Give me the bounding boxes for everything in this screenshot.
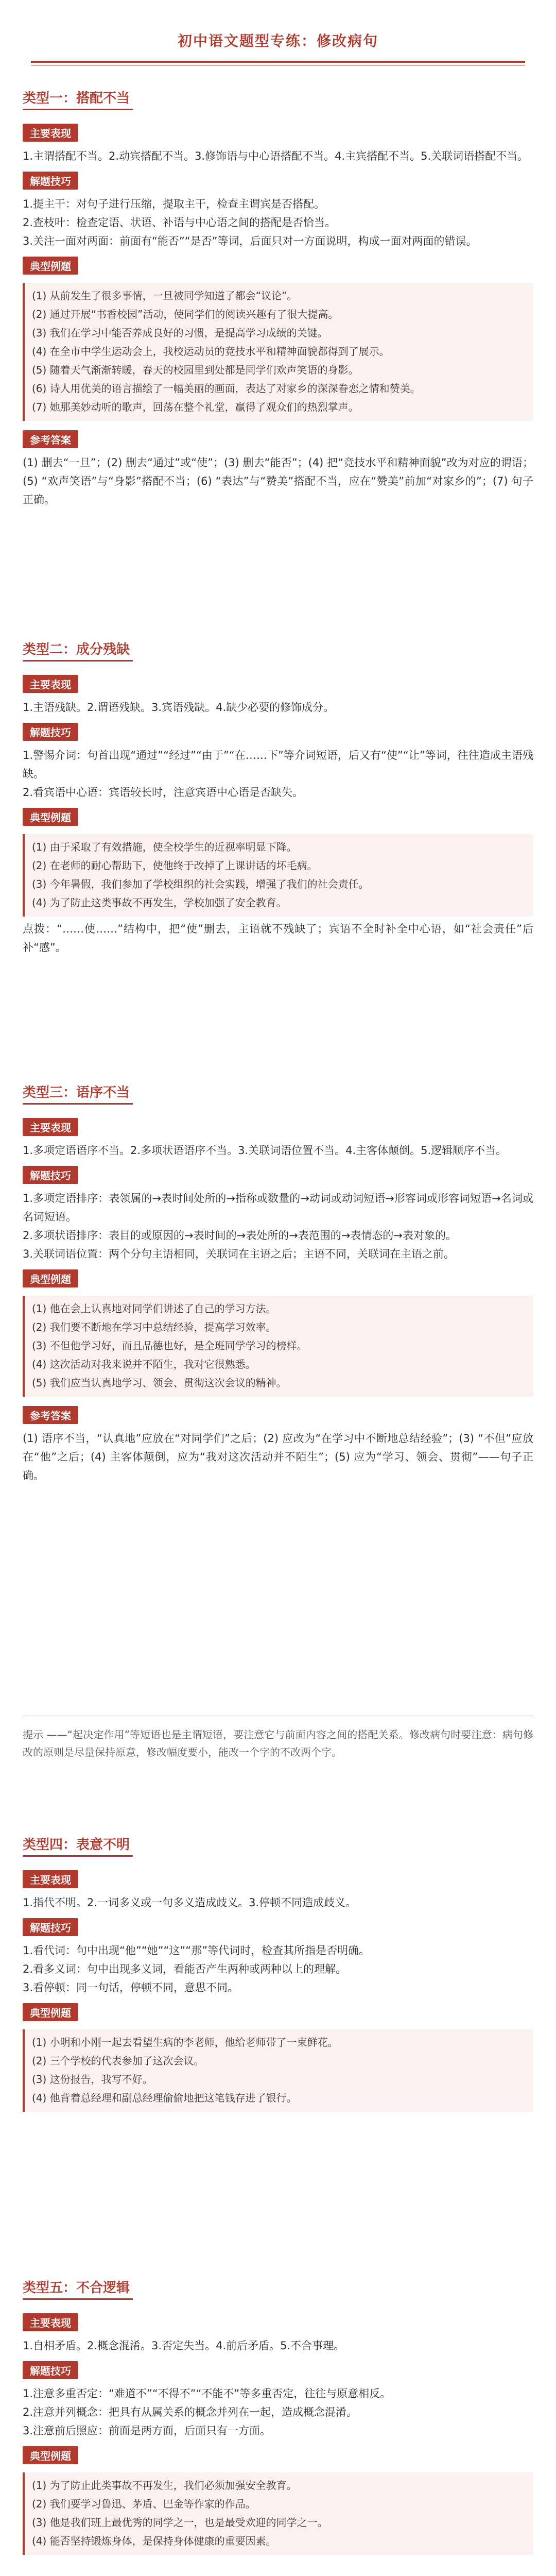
example-item: (7) 她那美妙动听的歌声，回荡在整个礼堂，赢得了观众们的热烈掌声。	[32, 401, 359, 413]
section-tag: 主要表现	[23, 124, 78, 142]
section-tag: 参考答案	[23, 430, 78, 448]
example-item: (3) 今年暑假，我们参加了学校组织的社会实践，增强了我们的社会责任。	[32, 878, 369, 890]
section-tag: 典型例题	[23, 257, 78, 275]
example-box	[23, 2029, 533, 2112]
section-text: 1.主谓搭配不当。2.动宾搭配不当。3.修饰语与中心语搭配不当。4.主宾搭配不当。5.关联词语搭配不当。	[23, 150, 529, 162]
example-item: (1) 为了防止此类事故不再发生，我们必须加强安全教育。	[32, 2479, 297, 2492]
tip-item: 2.看宾语中心语：宾语较长时，注意宾语中心语是否缺失。	[23, 786, 304, 799]
section-note: 点拨：“……使……”结构中，把“使”删去，主语就不残缺了；宾语不全时补全中心语，如“社会责任”后补“感”。	[23, 923, 533, 954]
section-tag: 典型例题	[23, 808, 78, 826]
title-divider	[31, 61, 525, 63]
example-item: (1) 小明和小刚一起去看望生病的李老师，他给老师带了一束鲜花。	[32, 2036, 338, 2048]
section-text: 1.指代不明。2.一词多义或一句多义造成歧义。3.停顿不同造成歧义。	[23, 1896, 357, 1909]
tip-item: 2.看多义词：句中出现多义词，看能否产生两种或两种以上的理解。	[23, 1963, 347, 1975]
example-item: (5) 我们应当认真地学习、领会、贯彻这次会议的精神。	[32, 1377, 287, 1389]
tip-item: 3.看停顿：同一句话，停顿不同，意思不同。	[23, 1981, 239, 1994]
tip-item: 1.多项定语排序：表领属的→表时间处所的→指称或数量的→动词或动词短语→形容词或形容词短语→名词或名词短语。	[23, 1192, 533, 1223]
section-heading: 类型三：语序不当	[23, 1082, 133, 1105]
example-item: (2) 我们要不断地在学习中总结经验，提高学习效率。	[32, 1321, 276, 1333]
example-item: (1) 由于采取了有效措施，使全校学生的近视率明显下降。	[32, 841, 297, 853]
section-tag: 参考答案	[23, 1406, 78, 1424]
document-title: 初中语文题型专练：修改病句	[177, 32, 378, 49]
section-tag: 解题技巧	[23, 1166, 78, 1184]
example-box	[23, 1296, 533, 1397]
section-tag: 解题技巧	[23, 1918, 78, 1936]
section-tag: 解题技巧	[23, 2361, 78, 2379]
example-item: (3) 他是我们班上最优秀的同学之一，也是最受欢迎的同学之一。	[32, 2516, 328, 2529]
section-heading: 类型一：搭配不当	[23, 88, 133, 110]
section-tag: 主要表现	[23, 675, 78, 693]
section-heading: 类型二：成分残缺	[23, 639, 133, 662]
section-tag: 典型例题	[23, 2003, 78, 2021]
example-item: (2) 通过开展“书香校园”活动，使同学们的阅读兴趣有了很大提高。	[32, 308, 339, 320]
section-missing-components	[23, 639, 533, 957]
section-word-order	[23, 1082, 533, 1485]
tip-item: 3.关联词语位置：两个分句主语相同，关联词在主语之后；主语不同，关联词在主语之前。	[23, 1248, 455, 1260]
answer-text: (1) 删去“一旦”；(2) 删去“通过”或“使”；(3) 删去“能否”；(4) 把“竞技水平和精神面貌”改为对应的谓语；(5) “欢声笑语”与“身影”搭配不当；(6) “表达”与“赞美”搭配不当，应在“赞美”前加“对家乡的”；(7) 句子正确。	[23, 456, 533, 506]
tip-item: 1.警惕介词：句首出现“通过”“经过”“由于”“在……下”等介词短语，后又有“使”“让”等词，往往造成主语残缺。	[23, 749, 533, 780]
section-tag: 主要表现	[23, 2313, 78, 2331]
tip-paragraph: 提示 ——“起决定作用”等短语也是主谓短语，要注意它与前面内容之间的搭配关系。修改病句时要注意：病句修改的原则是尽量保持原意，修改幅度要小，能改一个字的不改两个字。	[23, 1728, 533, 1758]
tip-item: 3.注意前后照应：前面是两方面，后面只有一方面。	[23, 2425, 271, 2437]
tip-item: 2.多项状语排序：表目的或原因的→表时间的→表处所的→表范围的→表情态的→表对象的。	[23, 1229, 457, 1242]
tip-item: 3.关注一面对两面：前面有“能否”“是否”等词，后面只对一方面说明，构成一面对两面的错误。	[23, 235, 477, 247]
example-item: (2) 三个学校的代表参加了这次会议。	[32, 2055, 204, 2067]
answer-text: (1) 语序不当，“认真地”应放在“对同学们”之后；(2) 应改为“在学习中不断地总结经验”；(3) “不但”应放在“他”之后；(4) 主客体颠倒，应为“我对这次活动并不陌生”；(5) 应为“学习、领会、贯彻”——句子正确。	[23, 1432, 533, 1482]
example-item: (3) 这份报告，我写不好。	[32, 2073, 153, 2086]
section-heading: 类型四：表意不明	[23, 1834, 133, 1857]
example-item: (4) 这次活动对我来说并不陌生，我对它很熟悉。	[32, 1358, 256, 1370]
example-item: (2) 在老师的耐心帮助下，使他终于改掉了上课讲话的坏毛病。	[32, 859, 318, 872]
example-item: (4) 为了防止这类事故不再发生，学校加强了安全教育。	[32, 896, 287, 909]
section-tag: 主要表现	[23, 1118, 78, 1136]
tip-item: 1.看代词：句中出现“他”“她”“这”“那”等代词时，检查其所指是否明确。	[23, 1944, 370, 1957]
section-text: 1.多项定语语序不当。2.多项状语语序不当。3.关联词语位置不当。4.主客体颠倒。5.逻辑顺序不当。	[23, 1144, 507, 1157]
example-box	[23, 834, 533, 917]
section-tag: 典型例题	[23, 2446, 78, 2464]
example-item: (2) 我们要学习鲁迅、茅盾、巴金等作家的作品。	[32, 2498, 256, 2510]
example-item: (4) 能否坚持锻炼身体，是保持身体健康的重要因素。	[32, 2535, 276, 2547]
example-box	[23, 2472, 533, 2555]
example-item: (4) 他背着总经理和副总经理偷偷地把这笔钱存进了银行。	[32, 2092, 297, 2104]
tip-item: 1.提主干：对句子进行压缩，提取主干，检查主谓宾是否搭配。	[23, 198, 325, 210]
tip-item: 2.查枝叶：检查定语、状语、补语与中心语之间的搭配是否恰当。	[23, 216, 336, 229]
example-item: (1) 他在会上认真地对同学们讲述了自己的学习方法。	[32, 1302, 276, 1315]
section-illogical	[23, 2277, 533, 2558]
section-heading: 类型五：不合逻辑	[23, 2277, 133, 2300]
example-item: (4) 在全市中学生运动会上，我校运动员的竞技水平和精神面貌都得到了展示。	[32, 345, 390, 358]
tip-item: 2.注意并列概念：把具有从属关系的概念并列在一起，造成概念混淆。	[23, 2406, 358, 2418]
example-item: (1) 从前发生了很多事情，一旦被同学知道了都会“议论”。	[32, 290, 298, 302]
section-ambiguity	[23, 1834, 533, 2115]
section-text: 1.主语残缺。2.谓语残缺。3.宾语残缺。4.缺少必要的修饰成分。	[23, 701, 335, 714]
section-tag: 解题技巧	[23, 172, 78, 190]
example-item: (6) 诗人用优美的语言描绘了一幅美丽的画面，表达了对家乡的深深眷恋之情和赞美。	[32, 382, 421, 395]
section-tag: 解题技巧	[23, 723, 78, 741]
example-item: (3) 不但他学习好，而且品德也好，是全班同学学习的榜样。	[32, 1340, 307, 1352]
section-collocation	[23, 88, 533, 509]
example-item: (3) 我们在学习中能否养成良好的习惯，是提高学习成绩的关键。	[32, 327, 328, 339]
example-box	[23, 283, 533, 421]
section-text: 1.自相矛盾。2.概念混淆。3.否定失当。4.前后矛盾。5.不合事理。	[23, 2340, 345, 2352]
tip-item: 1.注意多重否定：“难道不”“不得不”“不能不”等多重否定，往往与原意相反。	[23, 2387, 391, 2400]
example-item: (5) 随着天气渐渐转暖，春天的校园里到处都是同学们欢声笑语的身影。	[32, 364, 359, 376]
section-tag: 典型例题	[23, 1269, 78, 1287]
section-tag: 主要表现	[23, 1870, 78, 1888]
